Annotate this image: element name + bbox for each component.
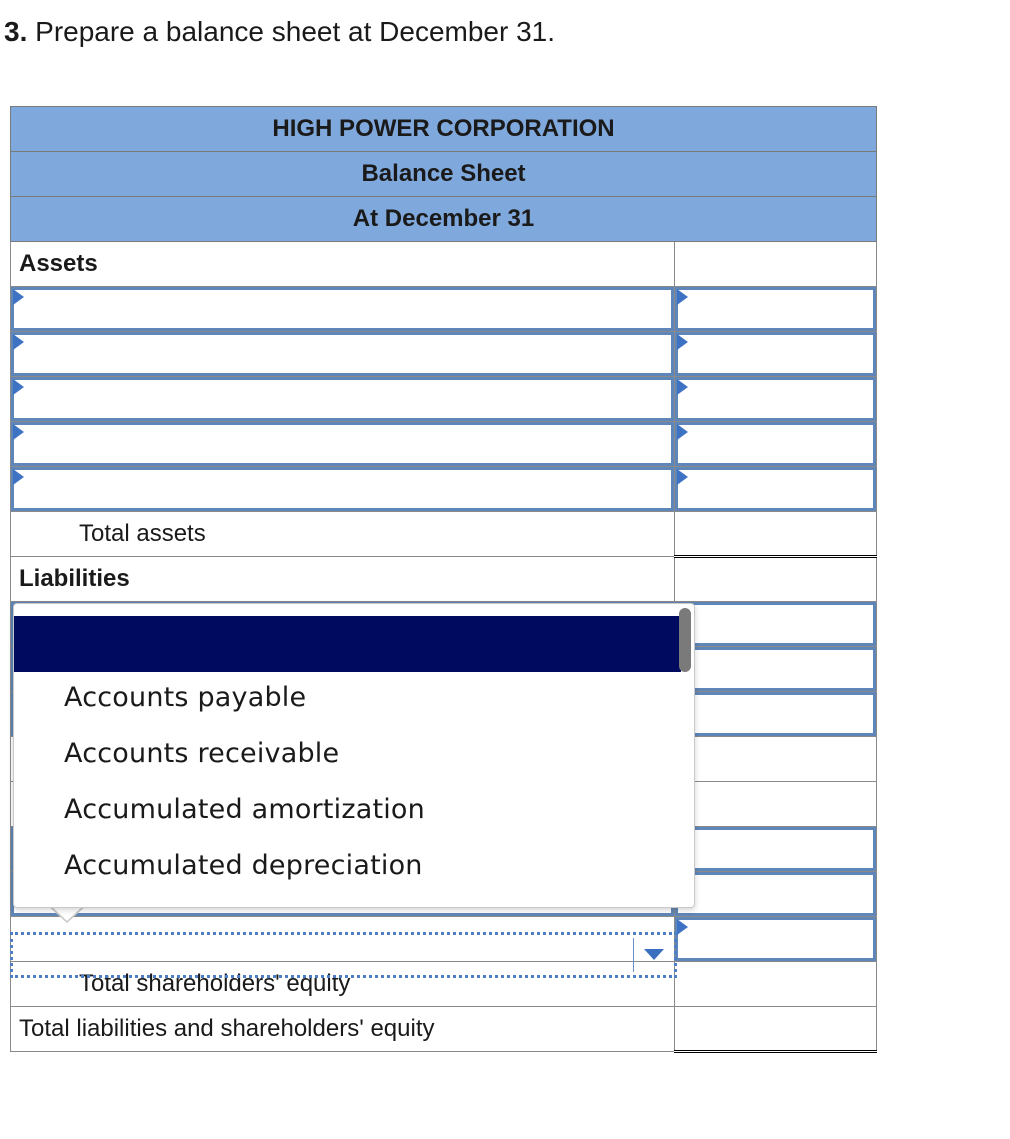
dropdown-marker-icon — [677, 919, 688, 935]
chevron-down-icon[interactable] — [644, 949, 664, 960]
dropdown-option[interactable]: Accumulated depreciation — [64, 850, 423, 881]
total-equity-amount[interactable] — [675, 962, 877, 1007]
dropdown-scrollbar[interactable] — [679, 608, 691, 672]
equity-amount-input[interactable] — [675, 917, 876, 961]
liability-amount-input[interactable] — [675, 647, 876, 691]
assets-amount-blank — [675, 242, 877, 287]
dropdown-selected-blank-option[interactable] — [14, 616, 681, 672]
dropdown-option[interactable]: Accumulated amortization — [64, 794, 425, 825]
asset-account-select[interactable] — [11, 467, 674, 511]
asset-amount-input[interactable] — [675, 467, 876, 511]
statement-date: At December 31 — [11, 197, 877, 242]
total-assets-label: Total assets — [11, 512, 675, 557]
dropdown-marker-icon — [677, 289, 688, 305]
asset-amount-input[interactable] — [675, 332, 876, 376]
total-equity-label: Total shareholders' equity — [11, 962, 675, 1007]
asset-amount-input[interactable] — [675, 422, 876, 466]
company-name: HIGH POWER CORPORATION — [11, 107, 877, 152]
dropdown-marker-icon — [677, 424, 688, 440]
equity-amount-input[interactable] — [675, 827, 876, 871]
question-text: Prepare a balance sheet at December 31. — [35, 16, 556, 47]
focused-account-select[interactable] — [10, 932, 677, 978]
dropdown-marker-icon — [677, 334, 688, 350]
question-number: 3. — [4, 16, 28, 47]
statement-title: Balance Sheet — [11, 152, 877, 197]
assets-heading: Assets — [11, 242, 675, 287]
balance-sheet-table — [10, 106, 877, 1053]
dropdown-marker-icon — [13, 379, 24, 395]
asset-account-select[interactable] — [11, 422, 674, 466]
liabilities-heading: Liabilities — [11, 557, 675, 602]
asset-amount-input[interactable] — [675, 377, 876, 421]
liability-amount-input[interactable] — [675, 692, 876, 736]
total-liab-equity-label: Total liabilities and shareholders' equity — [11, 1007, 675, 1052]
equity-amount-input[interactable] — [675, 872, 876, 916]
heading-amount-blank — [675, 782, 877, 827]
total-assets-amount[interactable] — [675, 512, 877, 557]
liabilities-amount-blank — [675, 557, 877, 602]
liability-amount-input[interactable] — [675, 602, 876, 646]
dropdown-marker-icon — [13, 289, 24, 305]
select-divider — [633, 938, 634, 972]
question-title — [4, 16, 555, 48]
dropdown-marker-icon — [13, 334, 24, 350]
dropdown-marker-icon — [677, 469, 688, 485]
dropdown-marker-icon — [13, 424, 24, 440]
asset-account-select[interactable] — [11, 377, 674, 421]
dropdown-option[interactable]: Accounts payable — [64, 682, 307, 713]
subtotal-amount[interactable] — [675, 737, 877, 782]
dropdown-option[interactable]: Accounts receivable — [64, 738, 340, 769]
dropdown-marker-icon — [677, 379, 688, 395]
dropdown-marker-icon — [13, 469, 24, 485]
total-liab-equity-amount[interactable] — [675, 1007, 877, 1052]
asset-amount-input[interactable] — [675, 287, 876, 331]
asset-account-select[interactable] — [11, 332, 674, 376]
asset-account-select[interactable] — [11, 287, 674, 331]
account-dropdown-menu[interactable] — [13, 603, 695, 908]
